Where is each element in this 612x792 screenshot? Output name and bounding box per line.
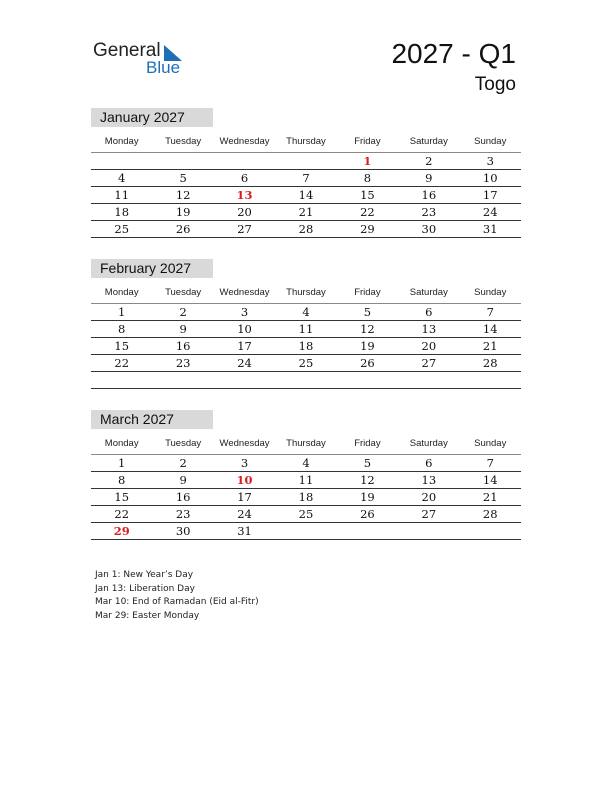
day-cell: 8 (118, 322, 126, 336)
day-cell: 13 (236, 188, 253, 202)
day-cell (460, 523, 521, 539)
month-title: March 2027 (91, 410, 213, 429)
weekday-label: Sunday (474, 135, 507, 147)
day-cell: 4 (302, 456, 310, 470)
day-cell: 29 (360, 222, 375, 236)
day-cell: 1 (363, 154, 372, 168)
day-cell: 12 (175, 188, 191, 202)
weekday-label: Monday (104, 135, 139, 147)
weekday-label: Friday (354, 286, 381, 298)
weekday-label: Tuesday (165, 135, 202, 147)
day-cell: 3 (240, 456, 249, 470)
day-cell: 9 (179, 473, 187, 487)
weekday-label: Thursday (286, 135, 326, 147)
day-cell: 8 (118, 473, 126, 487)
day-cell: 21 (482, 339, 498, 353)
day-cell: 25 (298, 507, 314, 521)
day-cell (91, 372, 152, 388)
day-cell: 24 (482, 205, 498, 219)
day-cell: 25 (298, 356, 314, 370)
weekday-label: Sunday (474, 286, 507, 298)
day-cell: 29 (113, 524, 130, 538)
day-cell (152, 372, 213, 388)
page-title: 2027 - Q1 (391, 38, 516, 69)
holiday-note: Mar 10: End of Ramadan (Eid al-Fitr) (95, 597, 259, 608)
holiday-note: Jan 1: New Year’s Day (95, 570, 194, 580)
day-cell (337, 523, 398, 539)
day-cell (337, 372, 398, 388)
day-cell: 7 (486, 305, 494, 319)
day-cell: 5 (179, 171, 187, 185)
day-cell: 19 (360, 339, 375, 353)
weekday-label: Saturday (409, 286, 448, 298)
day-cell: 25 (114, 222, 130, 236)
week-row (91, 204, 521, 221)
holiday-notes (95, 569, 259, 624)
day-cell: 12 (360, 322, 375, 336)
day-cell: 11 (298, 473, 314, 487)
holiday-note: Mar 29: Easter Monday (95, 611, 200, 622)
month-march (91, 410, 521, 540)
day-cell: 3 (486, 154, 494, 168)
day-cell: 30 (175, 524, 191, 538)
day-cell: 27 (421, 507, 437, 521)
weekday-label: Tuesday (165, 286, 202, 298)
week-row (91, 455, 521, 472)
day-cell: 22 (114, 507, 130, 521)
day-cell: 14 (482, 322, 498, 336)
day-cell: 1 (118, 305, 126, 319)
week-row (91, 506, 521, 523)
logo (93, 40, 193, 80)
day-cell: 5 (363, 456, 372, 470)
weekday-header (91, 432, 521, 455)
day-cell: 7 (302, 171, 310, 185)
day-cell: 2 (425, 154, 433, 168)
day-cell: 31 (237, 524, 252, 538)
weeks (91, 304, 521, 389)
day-cell: 26 (360, 356, 375, 370)
day-cell: 28 (482, 356, 498, 370)
day-cell (398, 523, 459, 539)
day-cell: 24 (237, 356, 252, 370)
month-title: January 2027 (91, 108, 213, 127)
day-cell (460, 372, 521, 388)
day-cell: 4 (118, 171, 126, 185)
month-january (91, 108, 521, 238)
week-row (91, 338, 521, 355)
day-cell: 16 (175, 339, 191, 353)
day-cell: 28 (482, 507, 498, 521)
day-cell: 6 (425, 305, 433, 319)
weekday-label: Wednesday (219, 437, 270, 449)
week-row (91, 304, 521, 321)
weekday-label: Saturday (409, 437, 448, 449)
weekday-header (91, 130, 521, 153)
day-cell: 21 (482, 490, 498, 504)
logo-blue-text: Blue (146, 58, 181, 77)
day-cell: 4 (302, 305, 310, 319)
day-cell: 11 (114, 188, 130, 202)
day-cell: 16 (421, 188, 437, 202)
day-cell: 22 (360, 205, 375, 219)
week-row (91, 321, 521, 338)
day-cell: 2 (179, 305, 187, 319)
day-cell: 18 (298, 490, 314, 504)
day-cell (152, 153, 213, 169)
day-cell (214, 153, 275, 169)
day-cell: 20 (421, 490, 437, 504)
weekday-label: Thursday (286, 286, 326, 298)
day-cell: 11 (298, 322, 314, 336)
day-cell: 26 (175, 222, 191, 236)
day-cell: 18 (114, 205, 130, 219)
day-cell: 15 (114, 339, 130, 353)
day-cell: 8 (363, 171, 372, 185)
week-row (91, 523, 521, 540)
weekday-label: Wednesday (219, 286, 270, 298)
day-cell: 15 (360, 188, 375, 202)
weeks (91, 153, 521, 238)
day-cell: 9 (425, 171, 433, 185)
week-row (91, 372, 521, 389)
day-cell (214, 372, 275, 388)
day-cell: 2 (179, 456, 187, 470)
week-row (91, 221, 521, 238)
week-row (91, 187, 521, 204)
day-cell: 27 (421, 356, 437, 370)
weekday-header (91, 281, 521, 304)
day-cell: 21 (298, 205, 314, 219)
day-cell: 18 (298, 339, 314, 353)
weekday-label: Monday (104, 286, 139, 298)
weekday-label: Sunday (474, 437, 507, 449)
day-cell: 19 (360, 490, 375, 504)
day-cell: 22 (114, 356, 130, 370)
country-name: Togo (474, 74, 516, 95)
day-cell: 10 (236, 473, 253, 487)
day-cell: 31 (482, 222, 498, 236)
day-cell: 6 (425, 456, 433, 470)
day-cell (275, 523, 336, 539)
day-cell: 27 (237, 222, 252, 236)
day-cell: 1 (118, 456, 126, 470)
week-row (91, 170, 521, 187)
weeks (91, 455, 521, 540)
week-row (91, 355, 521, 372)
day-cell: 17 (237, 490, 252, 504)
day-cell: 3 (240, 305, 249, 319)
month-title: February 2027 (91, 259, 213, 278)
day-cell: 28 (298, 222, 314, 236)
day-cell: 23 (175, 356, 191, 370)
day-cell: 14 (298, 188, 314, 202)
day-cell (275, 372, 336, 388)
day-cell: 10 (237, 322, 252, 336)
weekday-label: Saturday (409, 135, 448, 147)
day-cell: 16 (175, 490, 191, 504)
weekday-label: Tuesday (165, 437, 202, 449)
day-cell: 17 (482, 188, 498, 202)
month-february (91, 259, 521, 389)
day-cell (275, 153, 336, 169)
weekday-label: Wednesday (219, 135, 270, 147)
day-cell: 15 (114, 490, 130, 504)
day-cell: 30 (421, 222, 437, 236)
day-cell: 26 (360, 507, 375, 521)
holiday-note: Jan 13: Liberation Day (95, 583, 195, 594)
logo-general-text: General (93, 40, 161, 61)
day-cell: 23 (175, 507, 191, 521)
day-cell: 7 (486, 456, 494, 470)
day-cell: 24 (237, 507, 252, 521)
day-cell: 14 (482, 473, 498, 487)
weekday-label: Thursday (286, 437, 326, 449)
day-cell: 6 (240, 171, 249, 185)
week-row (91, 489, 521, 506)
day-cell: 20 (237, 205, 252, 219)
day-cell: 19 (175, 205, 191, 219)
day-cell: 9 (179, 322, 187, 336)
week-row (91, 472, 521, 489)
day-cell: 20 (421, 339, 437, 353)
day-cell: 23 (421, 205, 437, 219)
day-cell: 10 (482, 171, 498, 185)
day-cell: 12 (360, 473, 375, 487)
day-cell (398, 372, 459, 388)
day-cell (91, 153, 152, 169)
weekday-label: Friday (354, 437, 381, 449)
weekday-label: Friday (354, 135, 381, 147)
weekday-label: Monday (104, 437, 139, 449)
day-cell: 5 (363, 305, 372, 319)
day-cell: 13 (421, 322, 437, 336)
week-row (91, 153, 521, 170)
day-cell: 13 (421, 473, 437, 487)
day-cell: 17 (237, 339, 252, 353)
